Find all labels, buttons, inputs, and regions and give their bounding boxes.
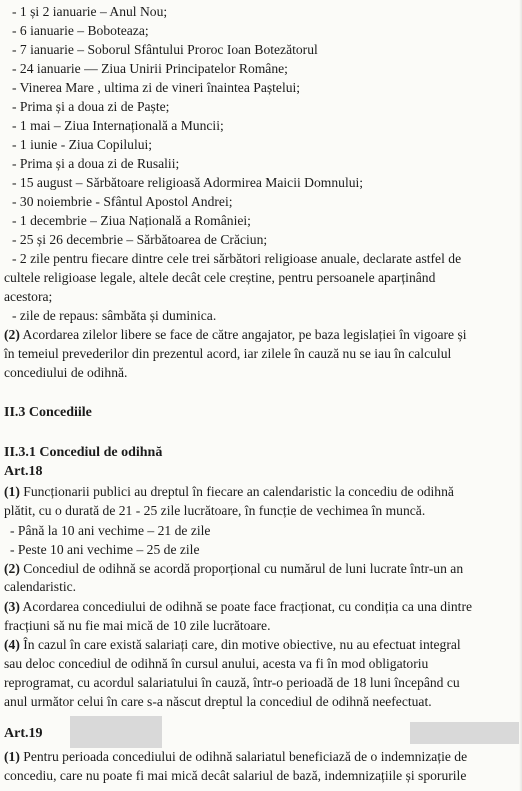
holiday-item: - 1 iunie - Ziua Copilului; — [12, 137, 153, 152]
paragraph-number: (1) — [4, 749, 20, 764]
holiday-item: - 15 august – Sărbătoare religioasă Adormirea Maicii Domnului; — [12, 175, 364, 190]
holiday-item: - Vinerea Mare , ultima zi de vineri înaintea Paștelui; — [12, 80, 301, 95]
tier-item: - Peste 10 ani vechime – 25 de zile — [10, 542, 200, 557]
holiday-item: - Prima și a doua zi de Rusalii; — [12, 156, 180, 171]
article-title: Art.19 — [4, 726, 43, 741]
paragraph-line: concediu, care nu poate fi mai mică decât salariul de bază, indemnizațiile și sporurile — [4, 768, 467, 783]
holiday-item: - 24 ianuarie — Ziua Unirii Principatelor Române; — [12, 61, 288, 76]
tier-item: - Până la 10 ani vechime – 21 de zile — [10, 523, 211, 538]
paragraph-line: în temeiul prevederilor din prezentul acord, iar zilele în cauză nu se iau în calculul — [4, 346, 452, 361]
paragraph-line: (1) Funcționarii publici au dreptul în fiecare an calendaristic la concediu de odihnă — [4, 484, 454, 499]
paragraph-line: anul următor celui în care s-a născut dreptul la concediul de odihnă neefectuat. — [4, 694, 432, 709]
paragraph-line: (4) În cazul în care există salariați care, din motive obiective, nu au efectuat integral — [4, 637, 461, 652]
paragraph-line: calendaristic. — [4, 579, 77, 594]
holiday-item: - 7 ianuarie – Soborul Sfântului Proroc Ioan Botezătorul — [12, 42, 318, 57]
text-line: - zile de repaus: sâmbăta și duminica. — [12, 308, 217, 323]
holiday-item: - 1 mai – Ziua Internațională a Muncii; — [12, 118, 224, 133]
paragraph-line: (2) Concediul de odihnă se acordă proporțional cu numărul de luni lucrate într-un an — [4, 561, 464, 576]
paragraph-line: (1) Pentru perioada concediului de odihnă salariatul beneficiază de o indemnizație de — [4, 749, 468, 764]
holiday-item: - 30 noiembrie - Sfântul Apostol Andrei; — [12, 194, 233, 209]
paragraph-line: plătit, cu o durată de 21 - 25 zile lucrătoare, în funcție de vechimea în muncă. — [4, 503, 426, 518]
paragraph-line: sau deloc concediul de odihnă în cursul anului, acesta va fi în mod obligatoriu — [4, 656, 429, 671]
text-line: acestora; — [4, 289, 53, 304]
paragraph-line: (3) Acordarea concediului de odihnă se poate face fracționat, cu condiția ca una dintre — [4, 599, 473, 614]
paragraph-line: concediului de odihnă. — [4, 365, 128, 380]
redaction-block — [70, 716, 162, 748]
holiday-item: - 6 ianuarie – Boboteaza; — [12, 23, 149, 38]
holiday-item: - Prima și a doua zi de Paște; — [12, 99, 170, 114]
text-line: - 2 zile pentru fiecare dintre cele trei sărbători religioase anuale, declarate astfel de — [12, 251, 462, 266]
paragraph-line: reprogramat, cu acordul salariatului în cauză, într-o perioadă de 18 luni începând cu — [4, 675, 460, 690]
holiday-item: - 1 decembrie – Ziua Națională a României; — [12, 213, 251, 228]
redaction-block — [410, 722, 520, 744]
paragraph-number: (2) — [4, 327, 20, 342]
text-line: cultele religioase legale, altele decât cele creștine, pentru persoanele aparținând — [4, 270, 436, 285]
paragraph-number: (1) — [4, 484, 20, 499]
paragraph-number: (3) — [4, 599, 20, 614]
paragraph-number: (2) — [4, 561, 20, 576]
section-title: II.3 Concediile — [4, 405, 92, 420]
paragraph-line: (2) Acordarea zilelor libere se face de către angajator, pe baza legislației în vigoare și — [4, 327, 467, 342]
holiday-item: - 25 și 26 decembrie – Sărbătoarea de Crăciun; — [12, 232, 268, 247]
subsection-title: II.3.1 Concediul de odihnă — [4, 445, 163, 460]
paragraph-number: (4) — [4, 637, 20, 652]
article-title: Art.18 — [4, 464, 43, 479]
holiday-item: - 1 și 2 ianuarie – Anul Nou; — [12, 4, 168, 19]
paragraph-line: fracțiuni să nu fie mai mică de 10 zile lucrătoare. — [4, 618, 271, 633]
